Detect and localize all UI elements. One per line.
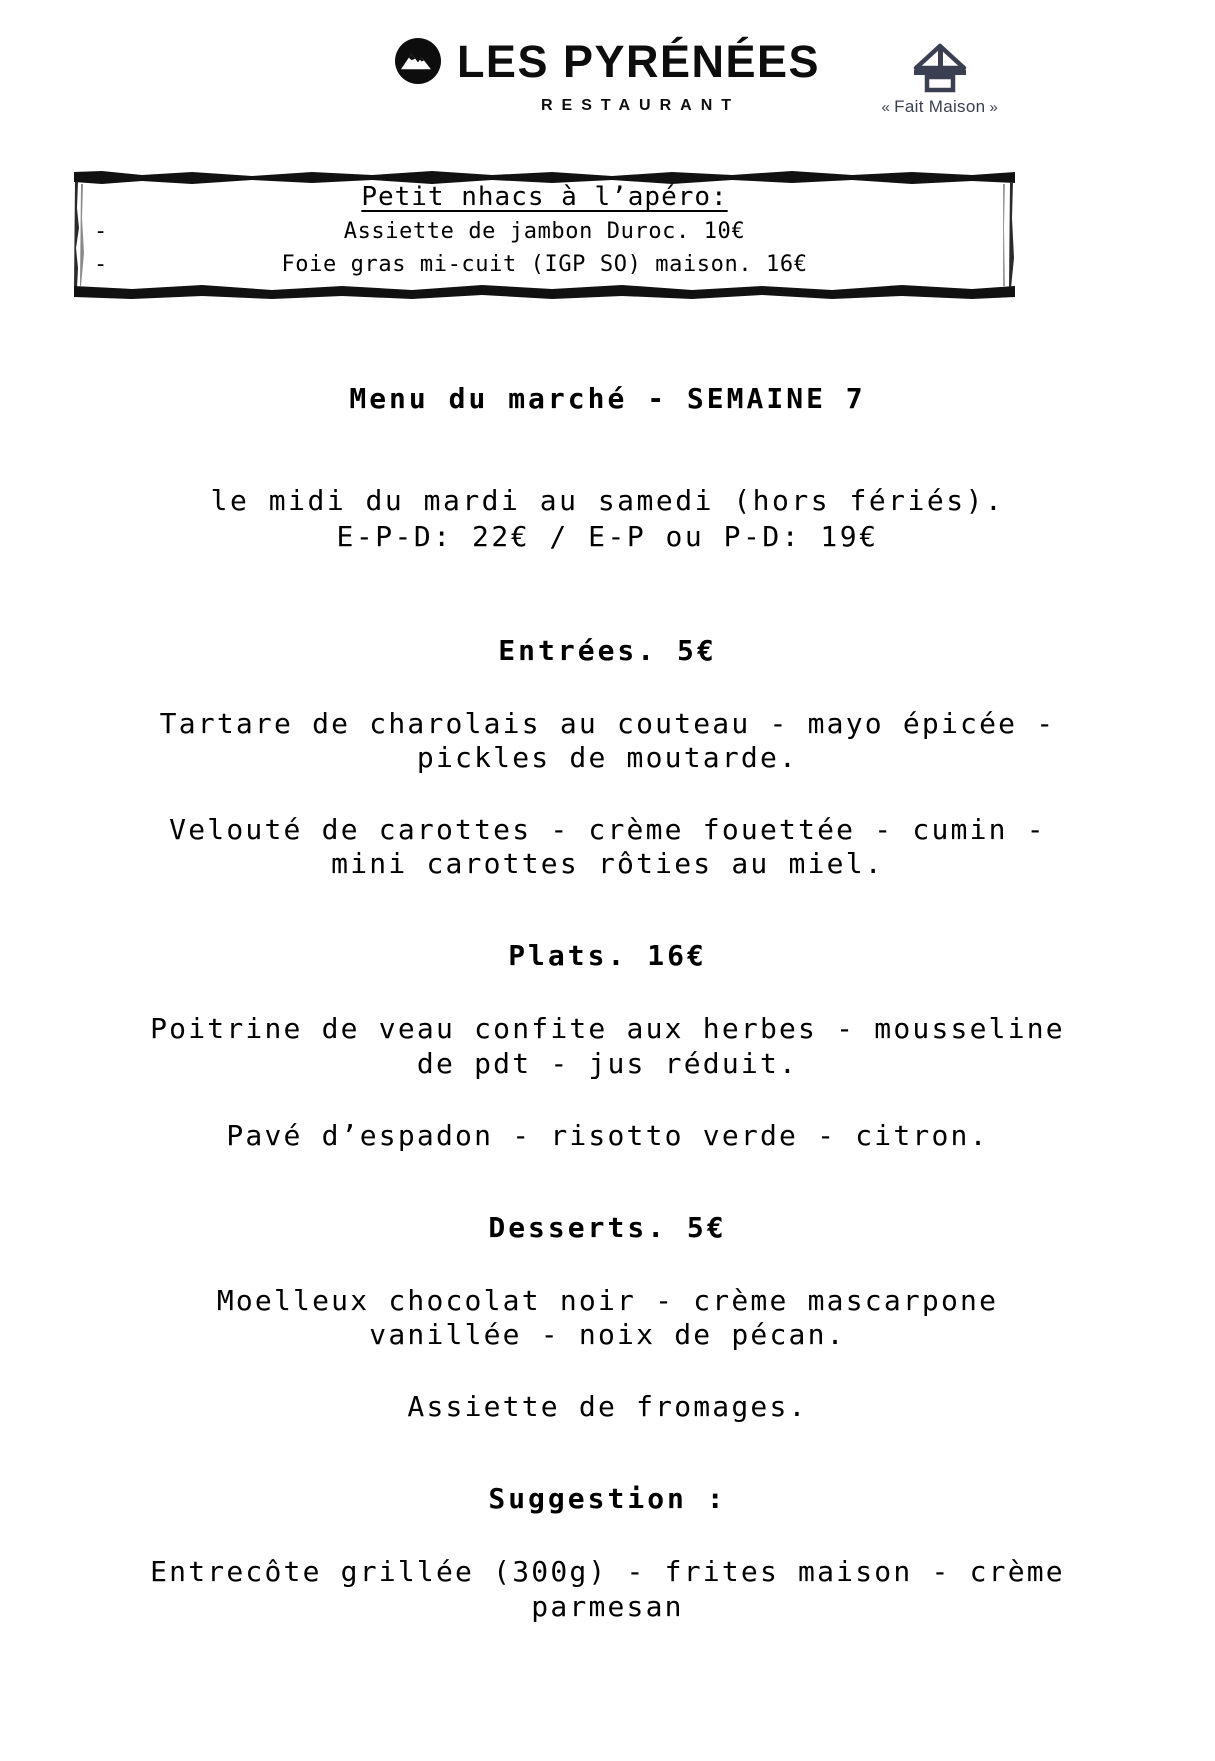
dish-entrees-0: Tartare de charolais au couteau - mayo épicée - pickles de moutarde. [159,706,1056,774]
fait-maison-text: Fait Maison [894,97,986,116]
apero-item-text-0: Assiette de jambon Duroc. 10€ [343,219,746,245]
brand-logo [0,35,1215,114]
apero-item-1 [72,248,1017,281]
apero-item-text-1: Foie gras mi-cuit (IGP SO) maison. 16€ [281,252,808,278]
service-hours: le midi du mardi au samedi (hors fériés). [210,484,1005,517]
dish-plats-1: Pavé d’espadon - risotto verde - citron. [226,1118,989,1152]
fait-maison-label [878,97,1002,117]
menu-body [0,340,1215,1624]
section-heading-entrees: Entrées. 5€ [498,633,717,667]
open-quote: « [881,99,891,116]
page-header [0,0,1215,140]
service-prices: E-P-D: 22€ / E-P ou P-D: 19€ [336,520,879,554]
dish-plats-0: Poitrine de veau confite aux herbes - mousseline de pdt - jus réduit. [150,1012,1065,1080]
apero-content [72,168,1017,300]
apero-bullet-1: - [94,252,108,278]
section-heading-plats: Plats. 16€ [508,939,707,973]
house-pot-icon [908,42,972,94]
brand-name: LES PYRÉNÉES [456,35,821,87]
section-heading-suggestion: Suggestion : [488,1482,727,1516]
section-heading-desserts: Desserts. 5€ [488,1210,727,1244]
logo-row [395,35,821,87]
dish-entrees-1: Velouté de carottes - crème fouettée - cumin - mini carottes rôties au miel. [169,813,1046,881]
mountain-circle-icon [395,38,441,84]
menu-title: Menu du marché - SEMAINE 7 [349,382,866,415]
apero-bullet-0: - [94,219,108,245]
dish-desserts-1: Assiette de fromages. [407,1390,808,1424]
fait-maison-badge [878,42,1002,117]
apero-item-0 [72,215,1017,248]
dish-suggestion-0: Entrecôte grillée (300g) - frites maison - crème parmesan [150,1555,1065,1623]
service-info [0,483,1215,556]
apero-title: Petit nhacs à l’apéro: [361,182,728,212]
close-quote: » [989,99,998,116]
brand-subtitle: RESTAURANT [540,97,741,114]
dish-desserts-0: Moelleux chocolat noir - crème mascarpone vanillée - noix de pécan. [216,1283,999,1352]
apero-box [72,168,1017,300]
